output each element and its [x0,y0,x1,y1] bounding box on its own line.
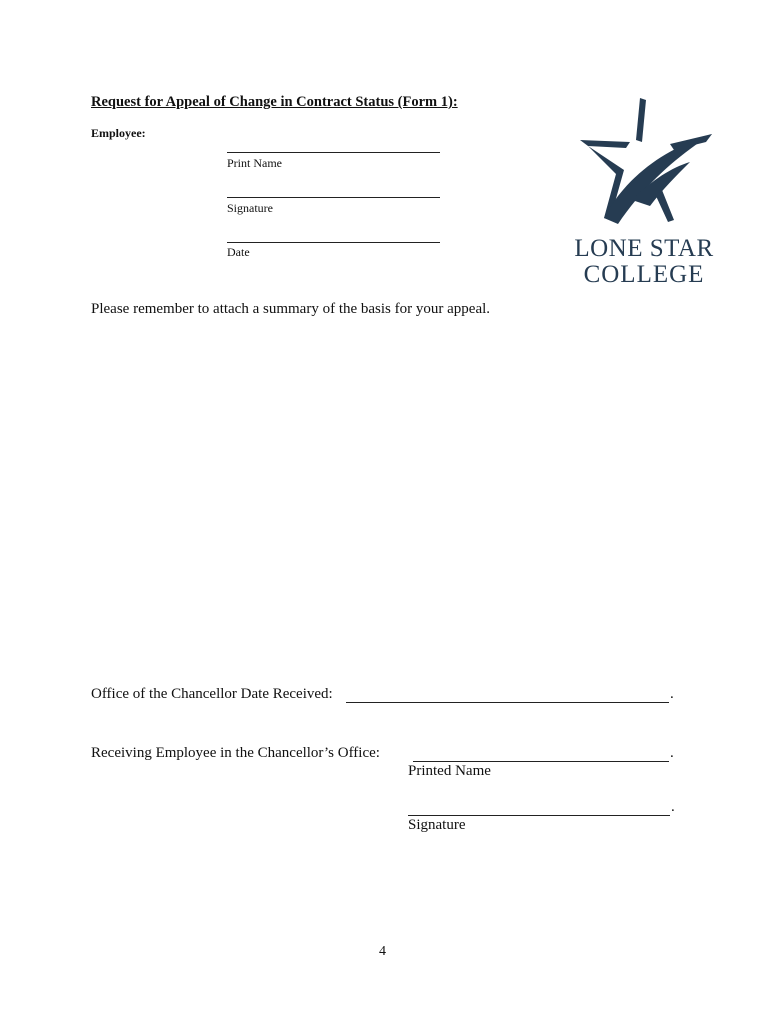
print-name-label: Print Name [227,156,282,170]
receiving-employee-label: Receiving Employee in the Chancellor’s Office: [91,745,380,761]
date-received-period: . [670,686,674,702]
appeal-reminder: Please remember to attach a summary of the basis for your appeal. [91,301,491,317]
print-name-line[interactable] [227,152,440,153]
date-label: Date [227,245,250,259]
employee-label: Employee: [91,126,146,140]
receiving-signature-line[interactable] [408,815,670,816]
date-line[interactable] [227,242,440,243]
receiving-signature-label: Signature [408,817,466,833]
signature-line[interactable] [227,197,440,198]
printed-name-label: Printed Name [408,763,491,779]
page-number: 4 [379,944,386,959]
star-icon [566,96,722,286]
date-received-label: Office of the Chancellor Date Received: [91,686,333,702]
signature-period: . [671,799,675,815]
form-title: Request for Appeal of Change in Contract Status (Form 1): [91,94,458,110]
date-received-line[interactable] [346,702,669,703]
receiving-printed-name-line[interactable] [413,761,669,762]
lone-star-college-logo [566,96,722,286]
printed-name-period: . [670,745,674,761]
signature-label: Signature [227,201,273,215]
logo-line1: LONE STAR [574,235,714,262]
logo-line2: COLLEGE [583,261,705,286]
